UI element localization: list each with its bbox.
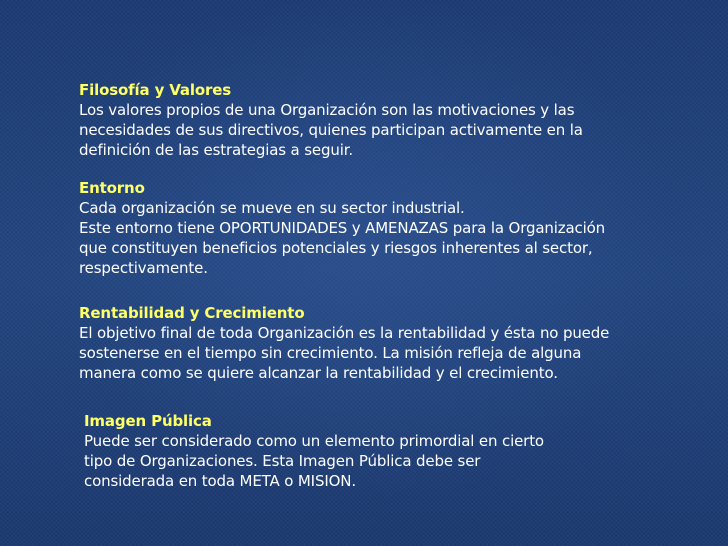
section-text-line: El objetivo final de toda Organización es la rentabilidad y ésta no puede — [79, 324, 610, 342]
section-filosofia-y-valores — [79, 80, 583, 160]
section-text-line: Puede ser considerado como un elemento primordial en cierto — [84, 432, 544, 450]
section-entorno — [79, 178, 605, 278]
section-heading: Filosofía y Valores — [79, 81, 232, 99]
section-text-line: definición de las estrategias a seguir. — [79, 141, 353, 159]
section-text-line: sostenerse en el tiempo sin crecimiento. La misión refleja de alguna — [79, 344, 582, 362]
section-text-line: respectivamente. — [79, 259, 208, 277]
section-text-line: tipo de Organizaciones. Esta Imagen Pública debe ser — [84, 452, 481, 470]
section-heading: Rentabilidad y Crecimiento — [79, 304, 305, 322]
section-text-line: que constituyen beneficios potenciales y riesgos inherentes al sector, — [79, 239, 593, 257]
section-text-line: Este entorno tiene OPORTUNIDADES y AMENAZAS para la Organización — [79, 219, 606, 237]
section-text-line: considerada en toda META o MISION. — [84, 472, 356, 490]
section-heading: Entorno — [79, 179, 145, 197]
section-rentabilidad-y-crecimiento — [79, 303, 609, 383]
section-text-line: necesidades de sus directivos, quienes participan activamente en la — [79, 121, 583, 139]
section-imagen-publica — [84, 411, 544, 491]
section-text-line: manera como se quiere alcanzar la rentabilidad y el crecimiento. — [79, 364, 558, 382]
section-text-line: Los valores propios de una Organización son las motivaciones y las — [79, 101, 575, 119]
section-heading: Imagen Pública — [84, 412, 212, 430]
section-text-line: Cada organización se mueve en su sector industrial. — [79, 199, 465, 217]
